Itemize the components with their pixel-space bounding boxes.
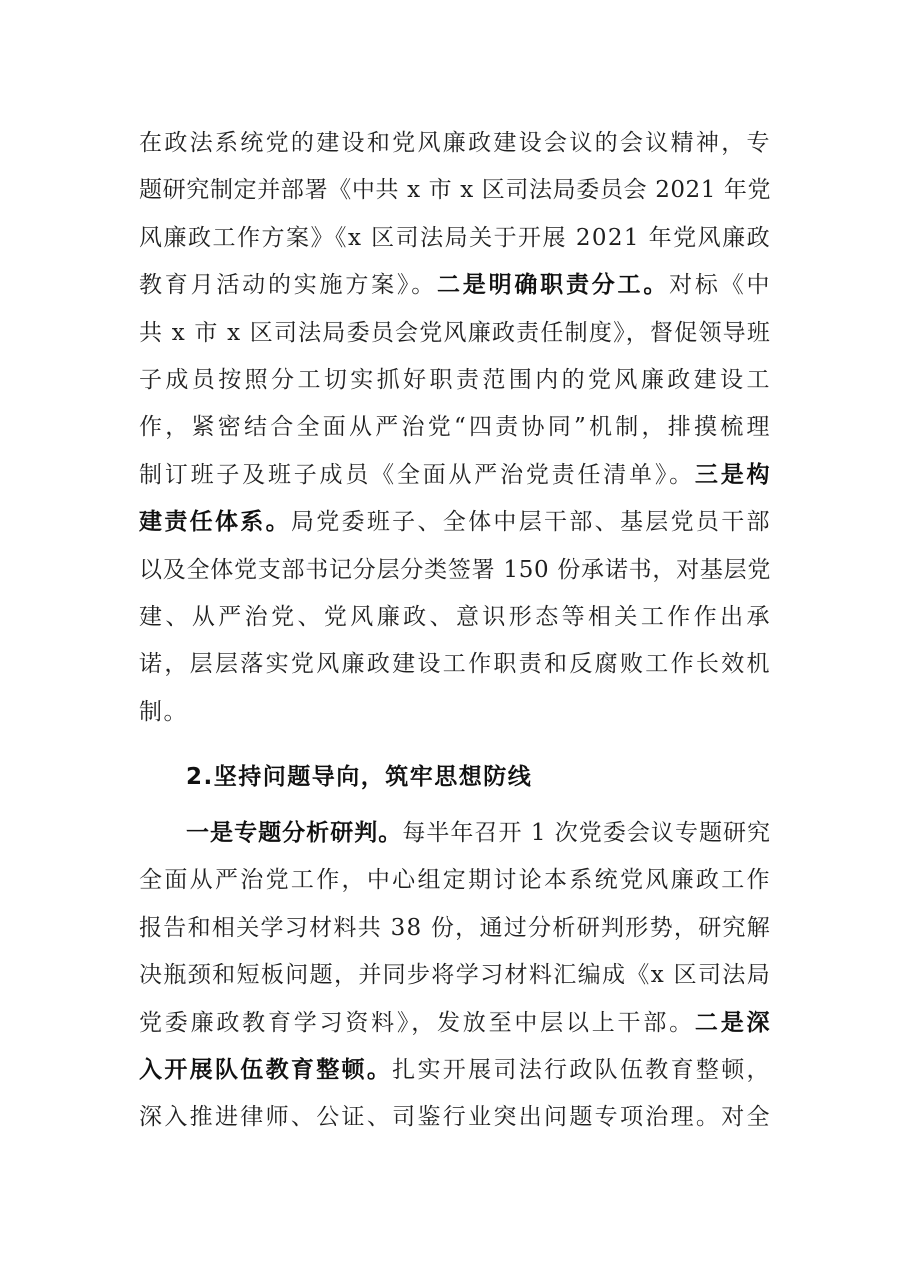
text-line — [139, 810, 771, 857]
text-line: 建、从严治党、党风廉政、意识形态等相关工作作出承 — [139, 604, 771, 631]
text-line: 决瓶颈和短板问题，并同步将学习材料汇编成《x 区司法局 — [139, 962, 771, 989]
text-line: 全面从严治党工作，中心组定期讨论本系统党风廉政工作 — [139, 867, 771, 894]
text-run: 教育月活动的实施方案》。 — [139, 272, 437, 299]
bold-subheading: 三是构 — [694, 461, 772, 488]
text-line — [139, 1000, 771, 1047]
text-run: 制订班子及班子成员《全面从严治党责任清单》。 — [139, 461, 695, 488]
bold-subheading: 二是深 — [694, 1009, 772, 1036]
text-run: 党委廉政教育学习资料》，发放至中层以上干部。 — [139, 1009, 695, 1036]
text-run: 扎实开展司法行政队伍教育整顿， — [392, 1057, 771, 1084]
text-line: 子成员按照分工切实抓好职责范围内的党风廉政建设工 — [139, 367, 771, 394]
text-line: 深入推进律师、公证、司鉴行业突出问题专项治理。对全 — [139, 1104, 771, 1131]
text-line: 以及全体党支部书记分层分类签署 150 份承诺书，对基层党 — [139, 556, 771, 583]
text-line: 报告和相关学习材料共 38 份，通过分析研判形势，研究解 — [139, 914, 771, 941]
text-line: 共 x 市 x 区司法局委员会党风廉政责任制度》，督促领导班 — [139, 319, 771, 346]
bold-subheading: 一是专题分析研判。 — [186, 820, 403, 846]
section-heading: 2.坚持问题导向，筑牢思想防线 — [186, 764, 533, 790]
text-run: 每半年召开 1 次党委会议专题研究 — [402, 820, 771, 846]
bold-subheading: 入开展队伍教育整顿。 — [139, 1057, 393, 1084]
text-line — [139, 499, 771, 546]
paragraph-responsibility — [139, 120, 771, 736]
text-line: 风廉政工作方案》《x 区司法局关于开展 2021 年党风廉政 — [139, 224, 771, 251]
text-line: 在政法系统党的建设和党风廉政建设会议的会议精神，专 — [139, 130, 771, 156]
text-line — [139, 262, 771, 309]
bold-subheading: 二是明确职责分工。 — [437, 272, 670, 299]
text-run: 对标《中 — [669, 272, 772, 299]
bold-subheading: 建责任体系。 — [139, 509, 291, 536]
text-line — [139, 1047, 771, 1094]
text-run: 局党委班子、全体中层干部、基层党员干部 — [290, 509, 771, 536]
text-line: 题研究制定并部署《中共 x 市 x 区司法局委员会 2021 年党 — [139, 177, 771, 204]
text-line — [139, 452, 771, 499]
paragraph-problem-orientation — [139, 810, 771, 1142]
text-line: 诺，层层落实党风廉政建设工作职责和反腐败工作长效机 — [139, 651, 771, 678]
text-line: 制。 — [139, 698, 188, 725]
text-line: 作，紧密结合全面从严治党“四责协同”机制，排摸梳理 — [139, 414, 771, 441]
